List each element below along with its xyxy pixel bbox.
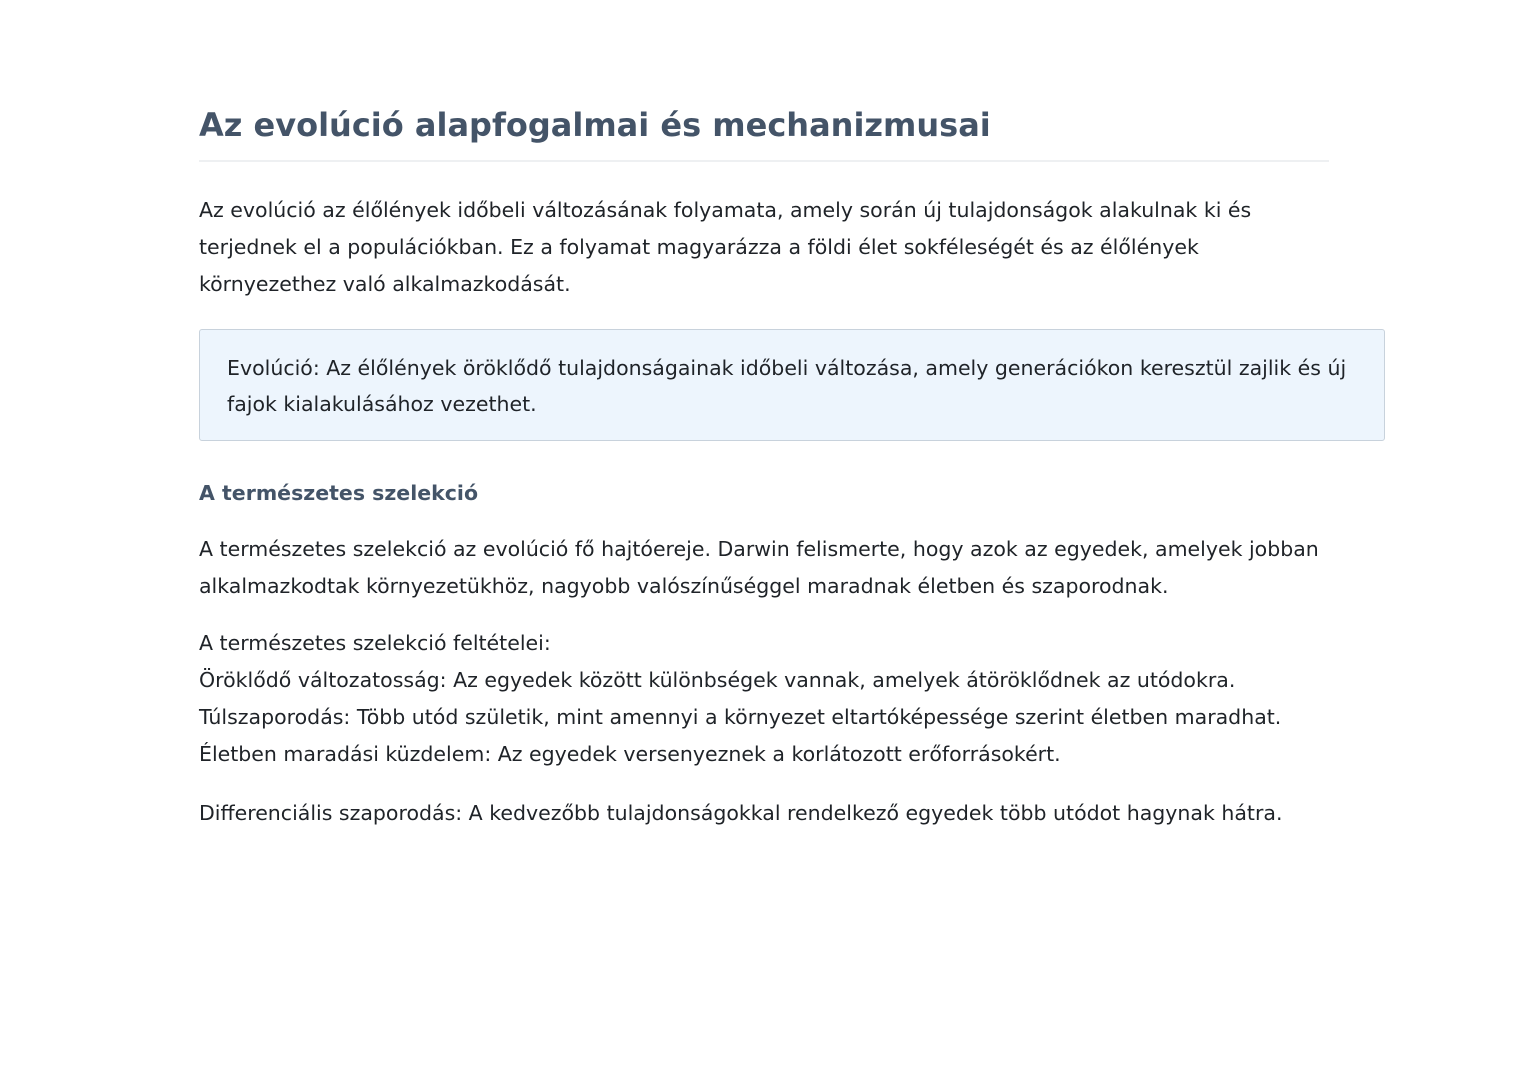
definition-box bbox=[199, 329, 1385, 441]
document-page bbox=[199, 100, 1385, 832]
conditions-block bbox=[199, 625, 1339, 773]
intro-paragraph: Az evolúció az élőlények időbeli változásának folyamata, amely során új tulajdonságok alakulnak ki és terjednek el a populációkban. Ez a folyamat magyarázza a földi élet sokféleségét és az élőlények környezethez való alkalmazkodását. bbox=[199, 198, 1252, 296]
condition-item: Öröklődő változatosság: Az egyedek között különbségek vannak, amelyek átöröklődnek az utódokra. bbox=[199, 668, 1236, 692]
section-paragraph: A természetes szelekció az evolúció fő hajtóereje. Darwin felismerte, hogy azok az egyedek, amelyek jobban alkalmazkodtak környezetükhöz, nagyobb valószínűséggel maradnak életben és szaporodnak. bbox=[199, 537, 1319, 598]
condition-item: Életben maradási küzdelem: Az egyedek versenyeznek a korlátozott erőforrásokért. bbox=[199, 742, 1061, 766]
differential-reproduction-paragraph: Differenciális szaporodás: A kedvezőbb tulajdonságokkal rendelkező egyedek több utódot hagynak hátra. bbox=[199, 801, 1283, 825]
definition-text: Evolúció: Az élőlények öröklődő tulajdonságainak időbeli változása, amely generációkon keresztül zajlik és új fajok kialakulásához vezethet. bbox=[227, 356, 1347, 416]
page-title: Az evolúció alapfogalmai és mechanizmusai bbox=[199, 100, 1329, 162]
conditions-intro: A természetes szelekció feltételei: bbox=[199, 631, 551, 655]
section-heading: A természetes szelekció bbox=[199, 481, 479, 505]
condition-item: Túlszaporodás: Több utód születik, mint amennyi a környezet eltartóképessége szerint életben maradhat. bbox=[199, 705, 1282, 729]
